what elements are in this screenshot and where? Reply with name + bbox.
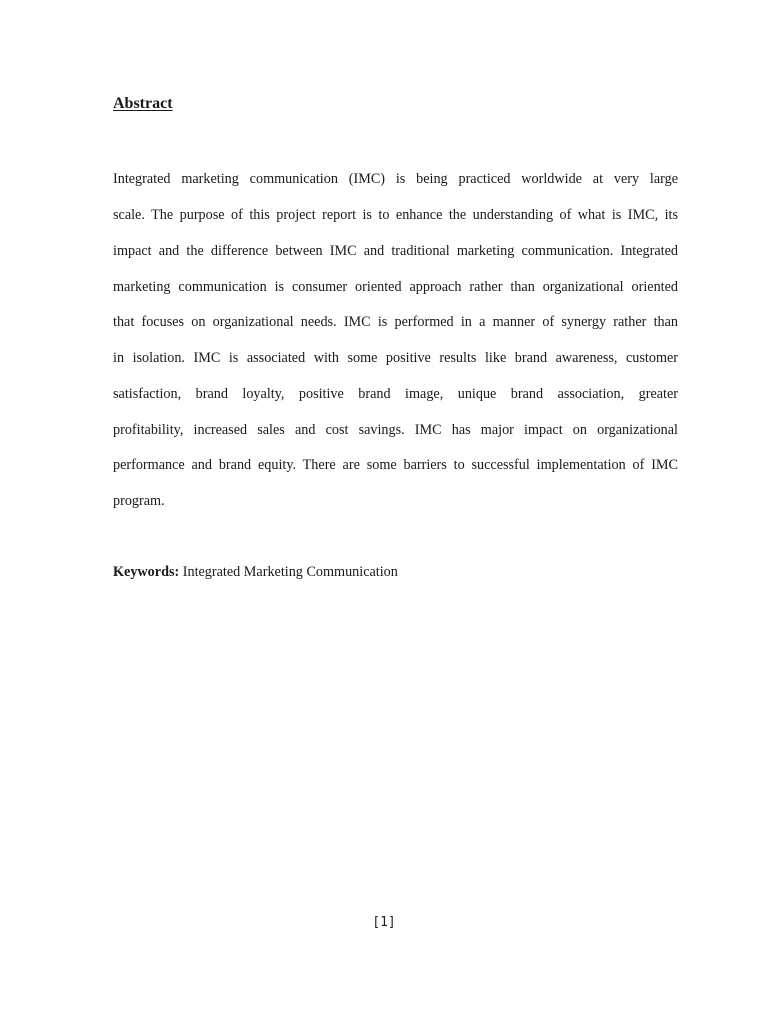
keywords-line: [113, 562, 398, 582]
abstract-line: scale. The purpose of this project report is to enhance the understanding of what is IMC, its: [113, 207, 678, 223]
abstract-line: profitability, increased sales and cost savings. IMC has major impact on organizational: [113, 422, 678, 438]
abstract-line: in isolation. IMC is associated with some positive results like brand awareness, customer: [113, 350, 678, 366]
abstract-line: Integrated marketing communication (IMC) is being practiced worldwide at very large: [113, 171, 678, 187]
abstract-line: satisfaction, brand loyalty, positive brand image, unique brand association, greater: [113, 386, 678, 402]
keywords-label: Keywords:: [113, 564, 180, 580]
keywords-value: Integrated Marketing Communication: [182, 564, 398, 580]
abstract-line: impact and the difference between IMC and traditional marketing communication. Integrated: [113, 243, 678, 259]
page-number: [1]: [372, 915, 396, 930]
abstract-line: performance and brand equity. There are some barriers to successful implementation of IMC: [113, 457, 678, 473]
abstract-line-last: program.: [113, 493, 165, 509]
abstract-line: marketing communication is consumer oriented approach rather than organizational oriented: [113, 279, 678, 295]
abstract-line: that focuses on organizational needs. IMC is performed in a manner of synergy rather than: [113, 314, 678, 330]
page-title: Abstract: [113, 95, 173, 112]
